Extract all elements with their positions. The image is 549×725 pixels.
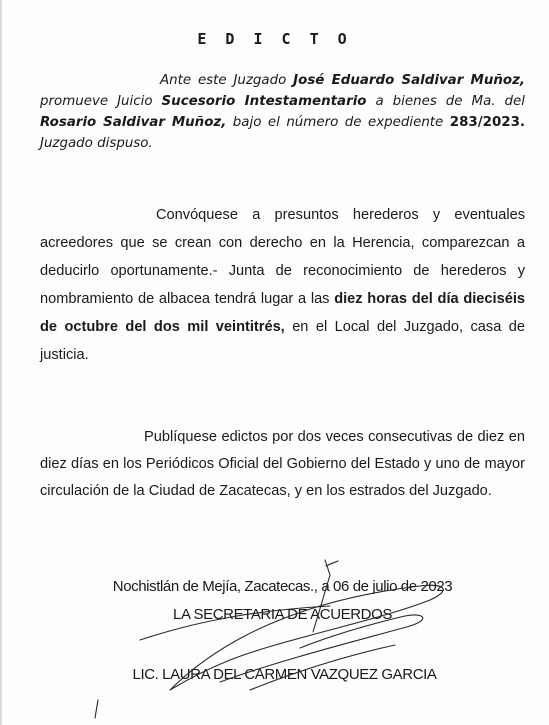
intro-text-d: bajo el número de expediente	[232, 115, 444, 130]
intro-text-a: Ante este Juzgado	[160, 73, 287, 88]
promovente-name: José Eduardo Saldivar Muñoz,	[293, 73, 525, 88]
secretary-role: LA SECRETARIA DE ACUERDOS	[173, 606, 392, 623]
document-title: E D I C T O	[197, 30, 352, 48]
secretary-name: LIC. LAURA DEL CARMEN VAZQUEZ GARCIA	[132, 666, 437, 683]
publicacion-text: Publíquese edictos por dos veces consecutivas de diez en diez días en los Periódicos Oficial del Gobierno del Estado y uno de mayor circulación de la Ciudad de Zacatecas, y en los estrados del Juzgado.	[40, 429, 525, 499]
paragraph-publicacion	[40, 424, 525, 505]
paragraph-convocatoria	[40, 201, 525, 369]
case-type: Sucesorio Intestamentario	[161, 94, 367, 109]
intro-text-b: promueve Juicio	[40, 94, 153, 109]
deceased-name: Rosario Saldivar Muñoz,	[40, 115, 227, 130]
convocatoria-text-b: en el Local del Juzgado, casa de justicia.	[40, 319, 525, 363]
intro-text-c: a bienes de Ma. del	[375, 94, 525, 109]
hearing-date: diez horas del día dieciséis de octubre del dos mil veintitrés,	[40, 291, 525, 335]
place-date-line: Nochistlán de Mejía, Zacatecas., a 06 de julio de 2023	[112, 578, 453, 595]
convocatoria-text-a: Convóquese a presuntos herederos y eventuales acreedores que se crean con derecho en la Herencia, comparezcan a deducirlo oportunamente.- Junta de reconocimiento de herederos y nombramiento de albacea tendrá lugar a las	[40, 207, 525, 307]
expediente-number: 283/2023.	[449, 115, 525, 130]
paragraph-intro	[40, 70, 525, 154]
scan-edge	[0, 0, 3, 725]
intro-text-e: Juzgado dispuso.	[40, 136, 153, 151]
